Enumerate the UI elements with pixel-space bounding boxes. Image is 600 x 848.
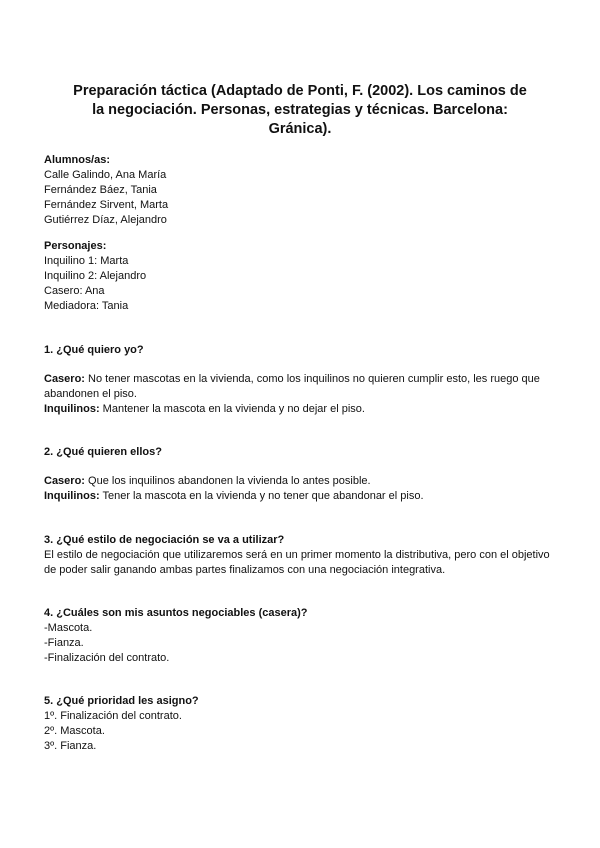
question-2-answer [44, 474, 564, 504]
question-4-section [44, 606, 564, 666]
list-item: 1º. Finalización del contrato. [44, 710, 182, 722]
document-title [60, 82, 540, 139]
question-1-heading: 1. ¿Qué quiero yo? [44, 344, 144, 356]
q1-inquilinos-line [44, 402, 560, 417]
personajes-section [44, 239, 564, 314]
personaje-item: Mediadora: Tania [44, 300, 129, 312]
title-line-1: Preparación táctica (Adaptado de Ponti, F. (2002). Los caminos de [73, 83, 527, 99]
personaje-item: Inquilino 1: Marta [44, 255, 129, 267]
question-2-heading-block [44, 445, 564, 460]
question-2-heading: 2. ¿Qué quieren ellos? [44, 446, 162, 458]
alumnos-heading: Alumnos/as: [44, 154, 111, 166]
personaje-item: Inquilino 2: Alejandro [44, 270, 147, 282]
q2-casero-line [44, 474, 564, 489]
q1-casero-line [44, 372, 560, 402]
question-5-heading: 5. ¿Qué prioridad les asigno? [44, 695, 199, 707]
title-line-3: Gránica). [268, 121, 332, 137]
list-item: 2º. Mascota. [44, 725, 105, 737]
list-item: -Mascota. [44, 622, 93, 634]
question-1-heading-block [44, 343, 564, 358]
alumnos-section [44, 153, 564, 228]
list-item: -Finalización del contrato. [44, 652, 170, 664]
casero-label: Casero: [44, 373, 85, 385]
question-4-heading: 4. ¿Cuáles son mis asuntos negociables (casera)? [44, 607, 308, 619]
personajes-heading: Personajes: [44, 240, 107, 252]
casero-text: Que los inquilinos abandonen la vivienda lo antes posible. [84, 475, 371, 487]
alumno-name: Fernández Báez, Tania [44, 184, 157, 196]
list-item: 3º. Fianza. [44, 740, 97, 752]
question-3-section [44, 533, 560, 578]
inquilinos-text: Mantener la mascota en la vivienda y no dejar el piso. [99, 403, 365, 415]
inquilinos-label: Inquilinos: [44, 490, 100, 502]
alumno-name: Calle Galindo, Ana María [44, 169, 167, 181]
question-3-heading: 3. ¿Qué estilo de negociación se va a utilizar? [44, 534, 285, 546]
alumno-name: Fernández Sirvent, Marta [44, 199, 169, 211]
q2-inquilinos-line [44, 489, 564, 504]
question-3-text: El estilo de negociación que utilizaremos será en un primer momento la distributiva, pero con el objetivo de poder salir ganando ambas partes finalizamos con una negociación integrativa. [44, 549, 550, 576]
alumno-name: Gutiérrez Díaz, Alejandro [44, 214, 167, 226]
inquilinos-text: Tener la mascota en la vivienda y no tener que abandonar el piso. [99, 490, 424, 502]
question-5-section [44, 694, 564, 754]
question-1-answer [44, 372, 560, 417]
title-line-2: la negociación. Personas, estrategias y técnicas. Barcelona: [92, 102, 508, 118]
inquilinos-label: Inquilinos: [44, 403, 100, 415]
personaje-item: Casero: Ana [44, 285, 105, 297]
list-item: -Fianza. [44, 637, 84, 649]
casero-label: Casero: [44, 475, 85, 487]
casero-text: No tener mascotas en la vivienda, como los inquilinos no quieren cumplir esto, les ruego que abandonen el piso. [44, 373, 540, 400]
